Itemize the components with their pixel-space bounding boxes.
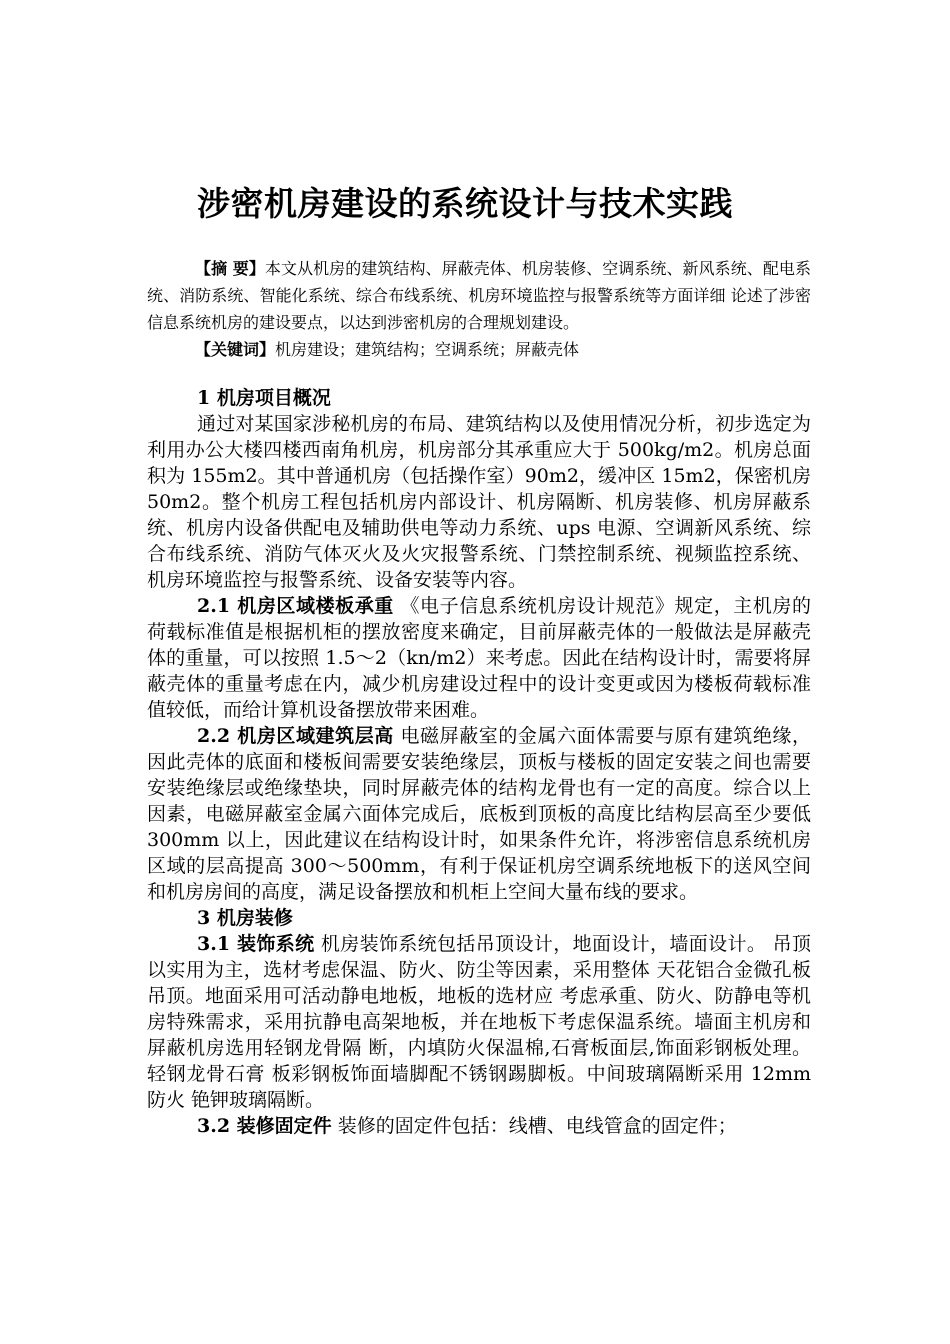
section-3-1-heading: 3.1 装饰系统 [197,933,315,955]
section-1-paragraph: 通过对某国家涉秘机房的布局、建筑结构以及使用情况分析，初步选定为利用办公大楼四楼西南角机房，机房部分其承重应大于 500kg/m2。机房总面积为 155m2。其中普通机房（包括操作室）90m2，缓冲区 15m2，保密机房 50m2。整个机房工程包括机房内部设计、机房隔断、机房装修、机房屏蔽系统、机房内设备供配电及辅助供电等动力系统、ups 电源、空调新风系统、综合布线系统、消防气体灭火及火灾报警系统、门禁控制系统、视频监控系统、机房环境监控与报警系统、设备安装等内容。 [147,413,811,591]
section-1-heading: 1 机房项目概况 [197,387,331,409]
section-2-2-heading: 2.2 机房区域建筑层高 [197,725,394,747]
section-3-1-paragraph [147,931,811,1113]
abstract [147,255,811,336]
keywords-text: 机房建设；建筑结构；空调系统；屏蔽壳体 [275,340,580,359]
section-2-1-paragraph [147,593,811,723]
keywords-label: 【关键词】 [195,340,276,359]
section-3-heading: 3 机房装修 [197,907,293,929]
section-3-2-paragraph [147,1113,811,1139]
section-3-1-text: 机房装饰系统包括吊顶设计，地面设计，墙面设计。 吊顶以实用为主，选材考虑保温、防火、防尘等因素，采用整体 天花铝合金微孔板吊顶。地面采用可活动静电地板，地板的选材应 考虑承重、防火、防静电等机房特殊需求，采用抗静电高架地板，并在地板下考虑保温系统。墙面主机房和屏蔽机房选用轻钢龙骨隔 断，内填防火保温棉,石膏板面层,饰面彩钢板处理。轻钢龙骨石膏 板彩钢板饰面墙脚配不锈钢踢脚板。中间玻璃隔断采用 12mm 防火 铯钾玻璃隔断。 [147,933,811,1111]
document-page [147,178,811,1139]
section-2-2-paragraph [147,723,811,905]
abstract-label: 【摘 要】 [195,259,265,278]
abstract-text: 本文从机房的建筑结构、屏蔽壳体、机房装修、空调系统、新风系统、配电系统、消防系统、智能化系统、综合布线系统、机房环境监控与报警系统等方面详细 论述了涉密信息系统机房的建设要点，以达到涉密机房的合理规划建设。 [147,259,811,332]
section-2-1-heading: 2.1 机房区域楼板承重 [197,595,394,617]
section-3-2-heading: 3.2 装修固定件 [197,1115,332,1137]
keywords [147,336,811,363]
section-2-2-text: 电磁屏蔽室的金属六面体需要与原有建筑绝缘，因此壳体的底面和楼板间需要安装绝缘层，顶板与楼板的固定安装之间也需要安装绝缘层或绝缘垫块，同时屏蔽壳体的结构龙骨也有一定的高度。综合以上因素，电磁屏蔽室金属六面体完成后，底板到顶板的高度比结构层高至少要低 300mm 以上，因此建议在结构设计时，如果条件允许，将涉密信息系统机房区域的层高提高 300～500mm，有利于保证机房空调系统地板下的送风空间和机房房间的高度，满足设备摆放和机柜上空间大量布线的要求。 [147,725,811,903]
section-2-1-text: 《电子信息系统机房设计规范》规定，主机房的荷载标准值是根据机柜的摆放密度来确定，目前屏蔽壳体的一般做法是屏蔽壳体的重量，可以按照 1.5～2（kn/m2）来考虑。因此在结构设计时，需要将屏蔽壳体的重量考虑在内，减少机房建设过程中的设计变更或因为楼板荷载标准值较低，而给计算机设备摆放带来困难。 [147,595,811,721]
section-3-2-text: 装修的固定件包括：线槽、电线管盒的固定件； [331,1115,737,1137]
document-title: 涉密机房建设的系统设计与技术实践 [197,184,733,223]
